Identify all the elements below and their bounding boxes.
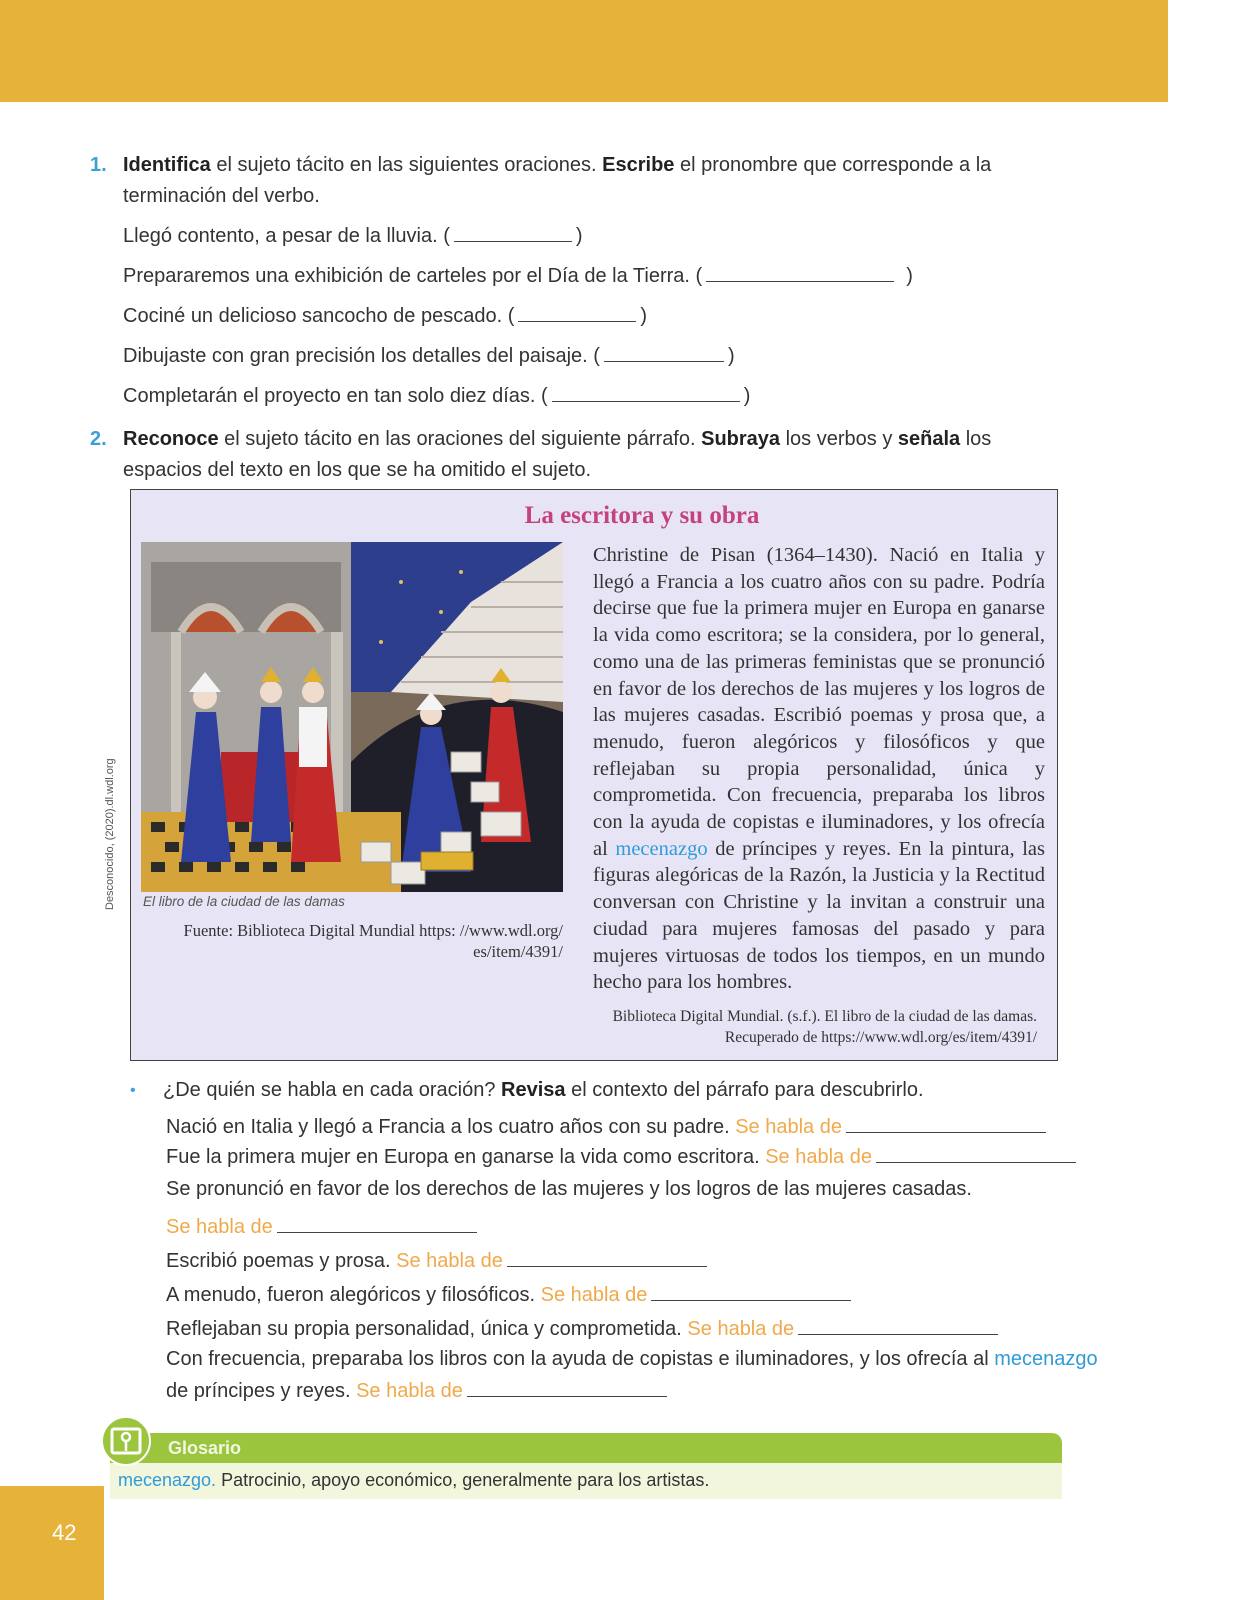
sentence: Completarán el proyecto en tan solo diez días. ( — [123, 385, 548, 407]
book-icon — [100, 1415, 152, 1467]
sentence: Dibujaste con gran precisión los detalles del paisaje. ( — [123, 345, 600, 367]
instruction-text: los espacios del texto en los que se ha omitido el sujeto. — [123, 428, 992, 481]
instruction-verb: Revisa — [501, 1079, 566, 1101]
question-2 — [90, 424, 1050, 486]
paren: ) — [906, 265, 913, 287]
answer-blank[interactable] — [507, 1265, 707, 1267]
answer-blank[interactable] — [876, 1161, 1076, 1163]
header-band — [0, 0, 1168, 102]
sentence: de príncipes y reyes. — [166, 1380, 351, 1402]
glossary-header — [110, 1433, 1062, 1463]
prompt-text: Se habla de — [166, 1216, 273, 1238]
instruction-text: el sujeto tácito en las siguientes oraciones. — [210, 154, 603, 176]
reading-box — [130, 489, 1058, 1061]
sentence: A menudo, fueron alegóricos y filosóficos. — [166, 1284, 536, 1306]
paragraph-text: de príncipes y reyes. En la pintura, las figuras alegóricas de la Razón, la Justicia y la Rectitud conversan con Christine y la invitan a construir una ciudad para mujeres famosas del pasado y para mujeres virtuosas de todos los tiempos, en un mundo hecho para los hombres. — [593, 837, 1045, 994]
figure-source-line: Fuente: Biblioteca Digital Mundial https: //www.wdl.org/ — [183, 921, 563, 940]
sentence: Fue la primera mujer en Europa en ganarse la vida como escritora. — [166, 1146, 760, 1168]
prompt-text: Se habla de — [356, 1380, 463, 1402]
paren: ) — [575, 225, 583, 247]
image-credit: Desconocido, (2020).dl.wdl.org — [104, 758, 116, 910]
question-1 — [90, 150, 1050, 212]
sentence: Reflejaban su propia personalidad, única y comprometida. — [166, 1318, 682, 1340]
instruction-text: el sujeto tácito en las oraciones del siguiente párrafo. — [218, 428, 702, 450]
exercise-line — [166, 1380, 671, 1403]
question-number: 1. — [90, 154, 107, 176]
exercise-line — [166, 1284, 855, 1307]
exercise-line — [166, 1116, 1050, 1139]
answer-blank[interactable] — [846, 1131, 1046, 1133]
sub-instructions — [163, 1079, 924, 1102]
instruction-verb: Escribe — [602, 154, 675, 176]
instruction-text: los verbos y — [780, 428, 898, 450]
sentence: Llegó contento, a pesar de la lluvia. ( — [123, 225, 450, 247]
glossary-term-link[interactable]: mecenazgo — [615, 837, 708, 860]
question-1-instructions — [123, 150, 1050, 212]
prompt-text: Se habla de — [765, 1146, 872, 1168]
answer-blank[interactable] — [454, 240, 572, 242]
paragraph-text: Christine de Pisan (1364–1430). Nació en Italia y llegó a Francia a los cuatro años con su padre. Podría decirse que fue la primera mujer en Europa en ganarse la vida como escritora; se la considera, por lo general, como una de las primeras feministas que se pronunció en favor de los derechos de las mujeres y los logros de las mujeres casadas. Escribió poemas y prosa que, a menudo, fueron alegóricos y filosóficos y que reflejaban su propia personalidad, única y comprometida. Con frecuencia, preparaba los libros con la ayuda de copistas e iluminadores, y los ofrecía al — [593, 544, 1045, 860]
sentence: Prepararemos una exhibición de carteles por el Día de la Tierra. ( — [123, 265, 703, 287]
answer-blank[interactable] — [798, 1333, 998, 1335]
exercise-line — [166, 1216, 481, 1239]
sentence: Nació en Italia y llegó a Francia a los cuatro años con su padre. — [166, 1116, 730, 1138]
instruction-text: ¿De quién se habla en cada oración? — [163, 1079, 502, 1101]
answer-blank[interactable] — [552, 400, 740, 402]
exercise-line — [123, 305, 647, 328]
prompt-text: Se habla de — [687, 1318, 795, 1340]
instruction-verb: señala — [897, 428, 961, 450]
instruction-verb: Identifica — [123, 154, 211, 176]
figure-caption: El libro de la ciudad de las damas — [143, 894, 345, 909]
bullet: • — [130, 1082, 136, 1099]
answer-blank[interactable] — [706, 280, 894, 282]
glossary-definition: Patrocinio, apoyo económico, generalmente para los artistas. — [216, 1470, 710, 1490]
reference-line: Recuperado de https://www.wdl.org/es/item/4391/ — [724, 1029, 1037, 1046]
exercise-line — [123, 345, 735, 368]
question-number: 2. — [90, 428, 107, 450]
sentence: Con frecuencia, preparaba los libros con la ayuda de copistas e iluminadores, y los ofrecía al — [166, 1348, 995, 1370]
figure-source — [141, 920, 563, 962]
exercise-line — [123, 265, 913, 288]
prompt-text: Se habla de — [540, 1284, 648, 1306]
sentence: Escribió poemas y prosa. — [166, 1250, 391, 1272]
reference-line: Biblioteca Digital Mundial. (s.f.). El libro de la ciudad de las damas. — [612, 1008, 1037, 1025]
figure-source-line: es/item/4391/ — [473, 942, 563, 961]
instruction-verb: Subraya — [701, 428, 781, 450]
glossary-entry — [118, 1470, 709, 1491]
glossary-term-link[interactable]: mecenazgo — [994, 1348, 1098, 1370]
prompt-text: Se habla de — [396, 1250, 503, 1272]
exercise-line — [166, 1146, 1080, 1169]
answer-blank[interactable] — [651, 1299, 851, 1301]
paren: ) — [743, 385, 751, 407]
exercise-line — [166, 1318, 1002, 1341]
medieval-illustration — [141, 542, 563, 892]
exercise-line — [166, 1178, 972, 1201]
paren: ) — [640, 305, 648, 327]
instruction-text: el contexto del párrafo para descubrirlo. — [565, 1079, 924, 1101]
sentence: Se pronunció en favor de los derechos de las mujeres y los logros de las mujeres casadas. — [166, 1178, 972, 1200]
glossary-term: mecenazgo. — [118, 1470, 217, 1490]
answer-blank[interactable] — [467, 1395, 667, 1397]
answer-blank[interactable] — [604, 360, 724, 362]
exercise-line — [166, 1250, 711, 1273]
exercise-line — [123, 385, 750, 408]
reading-reference — [613, 1006, 1037, 1048]
answer-blank[interactable] — [518, 320, 636, 322]
paren: ) — [727, 345, 735, 367]
reading-paragraph — [593, 542, 1045, 996]
exercise-line — [123, 225, 583, 248]
sentence: Cociné un delicioso sancocho de pescado. ( — [123, 305, 515, 327]
instruction-text: el pronombre que corresponde a la terminación del verbo. — [123, 154, 992, 207]
glossary-title: Glosario — [168, 1438, 242, 1458]
instruction-verb: Reconoce — [123, 428, 219, 450]
page-number: 42 — [52, 1520, 77, 1545]
exercise-line — [166, 1348, 1098, 1371]
answer-blank[interactable] — [277, 1231, 477, 1233]
reading-title: La escritora y su obra — [524, 502, 760, 529]
prompt-text: Se habla de — [735, 1116, 842, 1138]
question-2-instructions — [123, 424, 1050, 486]
